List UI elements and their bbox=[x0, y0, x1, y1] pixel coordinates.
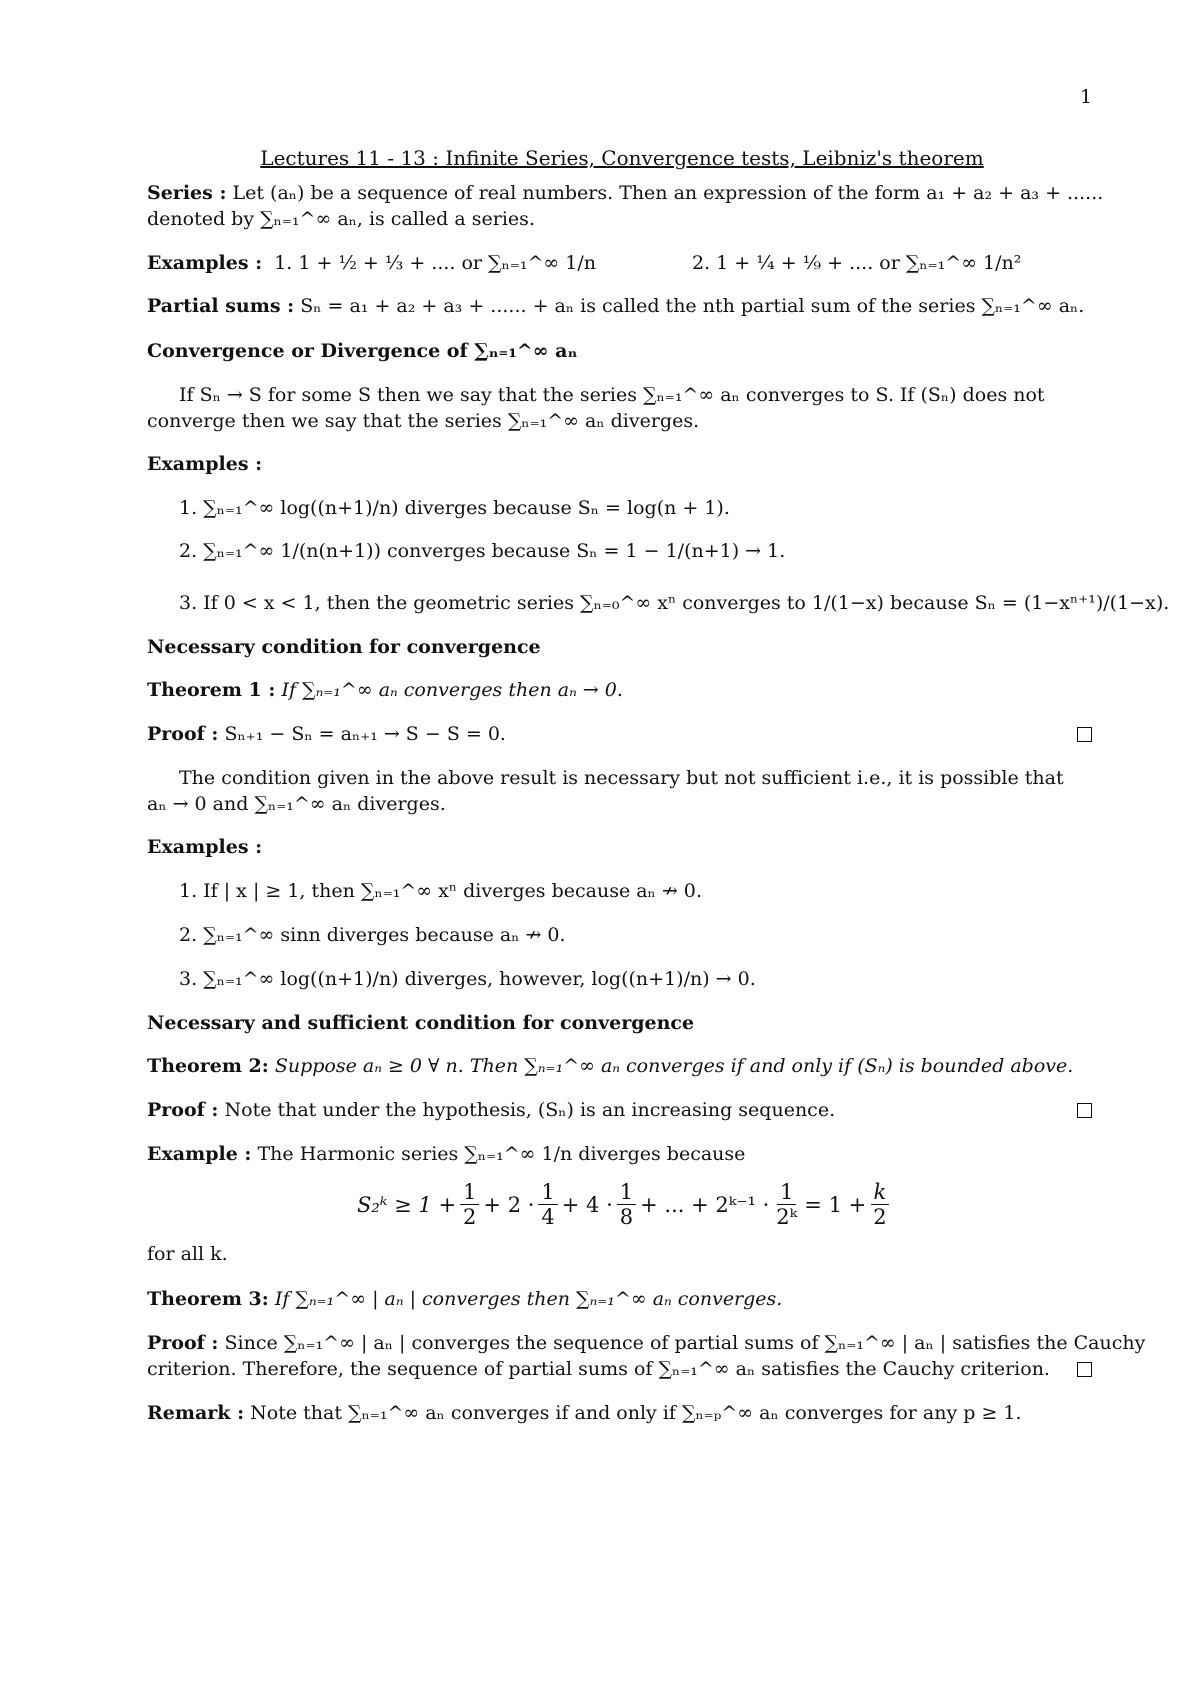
proof-3-line-2: criterion. Therefore, the sequence of partial sums of ∑ₙ₌₁^∞ aₙ satisfies the Cauchy criterion. bbox=[147, 1358, 1050, 1380]
example-harmonic-form: 1. 1 + ½ + ⅓ + .... or ∑ₙ₌₁^∞ 1/n bbox=[274, 252, 596, 274]
fraction: $\frac{k}{2}$ bbox=[870, 1180, 889, 1229]
proof-1-label: Proof : bbox=[147, 723, 219, 745]
page-number: 1 bbox=[1080, 86, 1093, 108]
nas-heading: Necessary and sufficient condition for convergence bbox=[147, 1012, 695, 1034]
remark-necessary-line-1: The condition given in the above result is necessary but not sufficient i.e., it is possible that bbox=[179, 767, 1064, 789]
partial-sums bbox=[147, 293, 1097, 319]
partial-sums-text: Sₙ = a₁ + a₂ + a₃ + ...... + aₙ is called the nth partial sum of the series ∑ₙ₌₁^∞ aₙ. bbox=[300, 295, 1085, 317]
proof-1 bbox=[147, 721, 1097, 747]
series-line-2: denoted by ∑ₙ₌₁^∞ aₙ, is called a series. bbox=[147, 208, 535, 230]
series-definition bbox=[147, 180, 1104, 206]
examples-intro bbox=[147, 250, 1097, 276]
list-item: 1. If | x | ≥ 1, then ∑ₙ₌₁^∞ xⁿ diverges because aₙ ↛ 0. bbox=[179, 880, 702, 902]
convergence-text-line-2: converge then we say that the series ∑ₙ₌₁^∞ aₙ diverges. bbox=[147, 410, 700, 432]
theorem-3-text: If ∑ₙ₌₁^∞ | aₙ | converges then ∑ₙ₌₁^∞ aₙ converges. bbox=[274, 1288, 783, 1310]
remark-text: Note that ∑ₙ₌₁^∞ aₙ converges if and only if ∑ₙ₌ₚ^∞ aₙ converges for any p ≥ 1. bbox=[250, 1402, 1022, 1424]
qed-icon bbox=[1077, 727, 1092, 742]
proof-2-text: Note that under the hypothesis, (Sₙ) is an increasing sequence. bbox=[224, 1099, 836, 1121]
list-item: 2. ∑ₙ₌₁^∞ 1/(n(n+1)) converges because Sₙ = 1 − 1/(n+1) → 1. bbox=[179, 540, 786, 562]
theorem-2-text: Suppose aₙ ≥ 0 ∀ n. Then ∑ₙ₌₁^∞ aₙ converges if and only if (Sₙ) is bounded above. bbox=[274, 1055, 1074, 1077]
list-item: 3. ∑ₙ₌₁^∞ log((n+1)/n) diverges, however, log((n+1)/n) → 0. bbox=[179, 968, 756, 990]
example-harmonic-text: The Harmonic series ∑ₙ₌₁^∞ 1/n diverges because bbox=[257, 1143, 746, 1165]
qed-icon bbox=[1077, 1362, 1092, 1377]
proof-2 bbox=[147, 1097, 1097, 1123]
series-label: Series : bbox=[147, 182, 227, 204]
qed-icon bbox=[1077, 1103, 1092, 1118]
theorem-1 bbox=[147, 677, 1097, 703]
list-item: 2. ∑ₙ₌₁^∞ sinn diverges because aₙ ↛ 0. bbox=[179, 924, 566, 946]
theorem-1-text: If ∑ₙ₌₁^∞ aₙ converges then aₙ → 0. bbox=[281, 679, 623, 701]
theorem-3-label: Theorem 3: bbox=[147, 1288, 269, 1310]
fraction: $\frac{1}{2}$ bbox=[460, 1180, 479, 1229]
examples-3-label: Examples : bbox=[147, 836, 263, 858]
series-line-1: Let (aₙ) be a sequence of real numbers. Then an expression of the form a₁ + a₂ + a₃ + ...... bbox=[232, 182, 1104, 204]
examples-2-label: Examples : bbox=[147, 453, 263, 475]
proof-1-text: Sₙ₊₁ − Sₙ = aₙ₊₁ → S − S = 0. bbox=[224, 723, 506, 745]
convergence-heading: Convergence or Divergence of ∑ₙ₌₁^∞ aₙ bbox=[147, 340, 578, 362]
examples-intro-label: Examples : bbox=[147, 252, 263, 274]
theorem-2-label: Theorem 2: bbox=[147, 1055, 269, 1077]
theorem-3 bbox=[147, 1286, 1097, 1312]
theorem-2 bbox=[147, 1053, 1097, 1079]
example-harmonic-label: Example : bbox=[147, 1143, 252, 1165]
fraction: $\frac{1}{4}$ bbox=[538, 1180, 557, 1229]
remark bbox=[147, 1400, 1097, 1426]
remark-label: Remark : bbox=[147, 1402, 245, 1424]
fraction: $\frac{1}{8}$ bbox=[617, 1180, 636, 1229]
list-item: 3. If 0 < x < 1, then the geometric series ∑ₙ₌₀^∞ xⁿ converges to 1/(1−x) because Sₙ = (1−xⁿ⁺¹)/(1−x). bbox=[179, 592, 1170, 614]
necessary-heading: Necessary condition for convergence bbox=[147, 636, 541, 658]
remark-necessary-line-2: aₙ → 0 and ∑ₙ₌₁^∞ aₙ diverges. bbox=[147, 793, 446, 815]
example-square-form: 2. 1 + ¼ + ⅑ + .... or ∑ₙ₌₁^∞ 1/n² bbox=[692, 252, 1022, 274]
proof-3-line-1: Since ∑ₙ₌₁^∞ | aₙ | converges the sequence of partial sums of ∑ₙ₌₁^∞ | aₙ | satisfies the Cauchy bbox=[224, 1332, 1146, 1354]
proof-3 bbox=[147, 1330, 1146, 1356]
list-item: 1. ∑ₙ₌₁^∞ log((n+1)/n) diverges because Sₙ = log(n + 1). bbox=[179, 497, 730, 519]
fraction: $\frac{1}{\text{2ᵏ}}$ bbox=[776, 1180, 798, 1229]
display-equation: S₂ᵏ ≥ 1 + $\frac{1}{2}$ + 2 · $\frac{1}{4}$ + 4 · $\frac{1}{8}$ + ... + 2ᵏ⁻¹ · $\frac{1}{\text{2ᵏ}}$ = 1 + $\frac{k}{2}$ bbox=[357, 1180, 894, 1229]
theorem-1-label: Theorem 1 : bbox=[147, 679, 276, 701]
example-harmonic bbox=[147, 1141, 1097, 1167]
convergence-text-line-1: If Sₙ → S for some S then we say that the series ∑ₙ₌₁^∞ aₙ converges to S. If (Sₙ) does not bbox=[179, 384, 1045, 406]
for-all-k: for all k. bbox=[147, 1243, 228, 1265]
proof-3-label: Proof : bbox=[147, 1332, 219, 1354]
proof-2-label: Proof : bbox=[147, 1099, 219, 1121]
page-title: Lectures 11 - 13 : Infinite Series, Convergence tests, Leibniz's theorem bbox=[260, 146, 984, 170]
partial-sums-label: Partial sums : bbox=[147, 295, 295, 317]
